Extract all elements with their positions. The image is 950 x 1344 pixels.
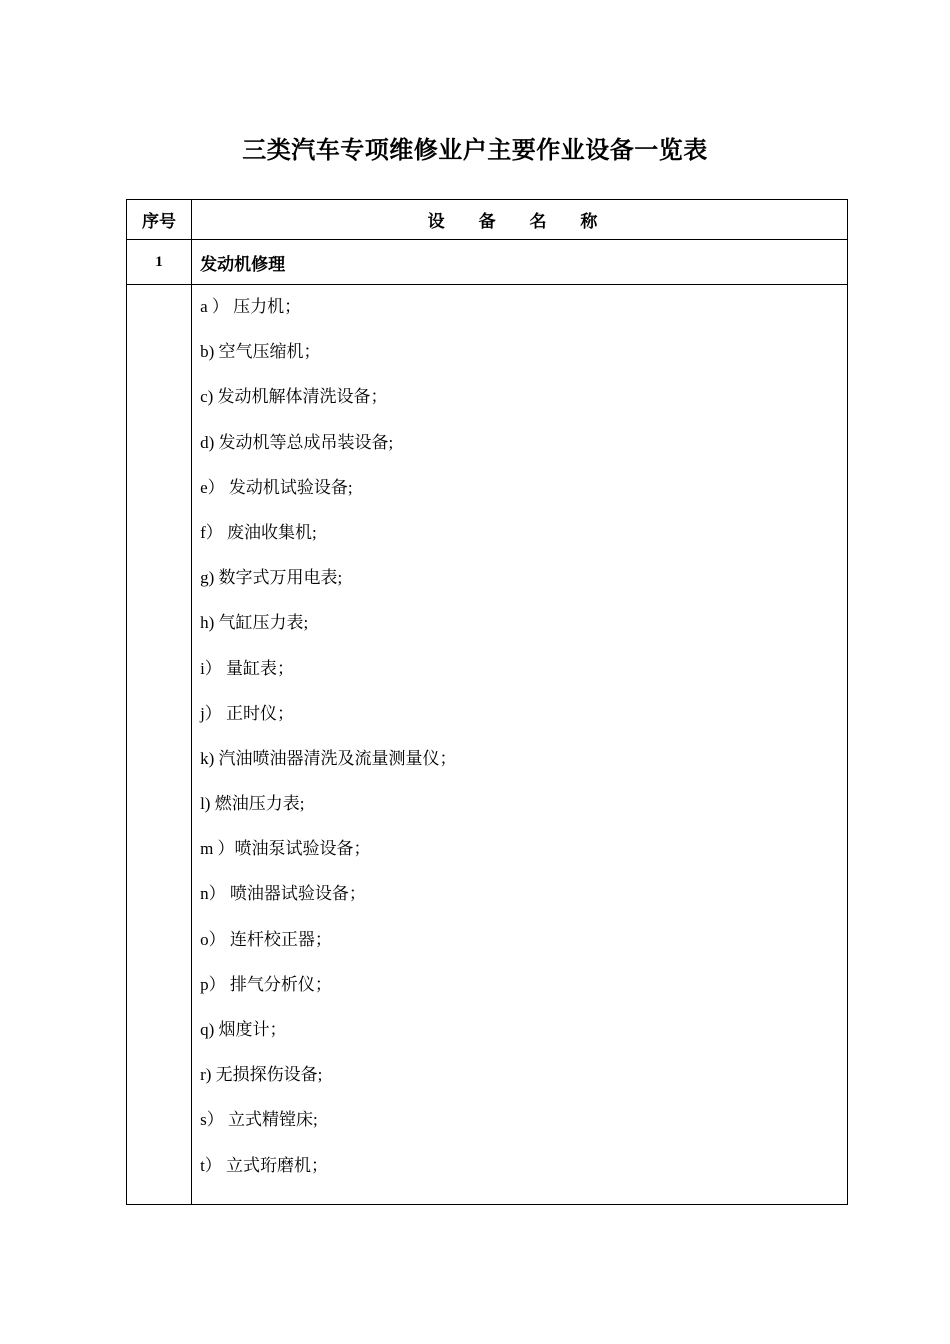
list-item: a ） 压力机； [200,297,302,316]
list-item: l) 燃油压力表; [200,794,305,814]
list-item: i） 量缸表； [200,658,295,678]
header-equipment-name: 设 备 名 称 [192,200,848,240]
list-item: k) 汽油喷油器清洗及流量测量仪； [200,748,457,768]
document-title: 三类汽车专项维修业户主要作业设备一览表 [242,136,708,164]
list-item: b) 空气压缩机； [200,342,321,362]
list-item: g) 数字式万用电表; [200,568,343,588]
list-item: t） 立式珩磨机； [200,1155,329,1175]
items-serial-cell [127,285,192,1205]
list-item: h) 气缸压力表; [200,613,309,633]
list-item: o） 连杆校正器； [200,929,332,949]
list-item: r) 无损探伤设备; [200,1065,323,1085]
list-item: q) 烟度计； [200,1020,287,1039]
table-header-row [127,200,848,240]
list-item: c) 发动机解体清洗设备； [200,387,388,407]
list-item: n） 喷油器试验设备； [200,884,366,904]
list-item: m ）喷油泵试验设备； [200,839,371,859]
list-item: s） 立式精镗床; [200,1110,318,1130]
list-item: f） 废油收集机; [200,522,317,542]
list-item: p） 排气分析仪； [200,974,332,994]
header-serial-number: 序号 [127,200,192,240]
items-row [127,285,848,1205]
list-item: j） 正时仪； [200,703,295,723]
equipment-table [126,199,848,1205]
list-item: d) 发动机等总成吊装设备; [200,432,394,452]
list-item: e） 发动机试验设备; [200,477,353,497]
section-number: 1 [127,240,192,285]
section-title: 发动机修理 [192,240,848,285]
section-row [127,240,848,285]
equipment-list [192,285,848,1205]
